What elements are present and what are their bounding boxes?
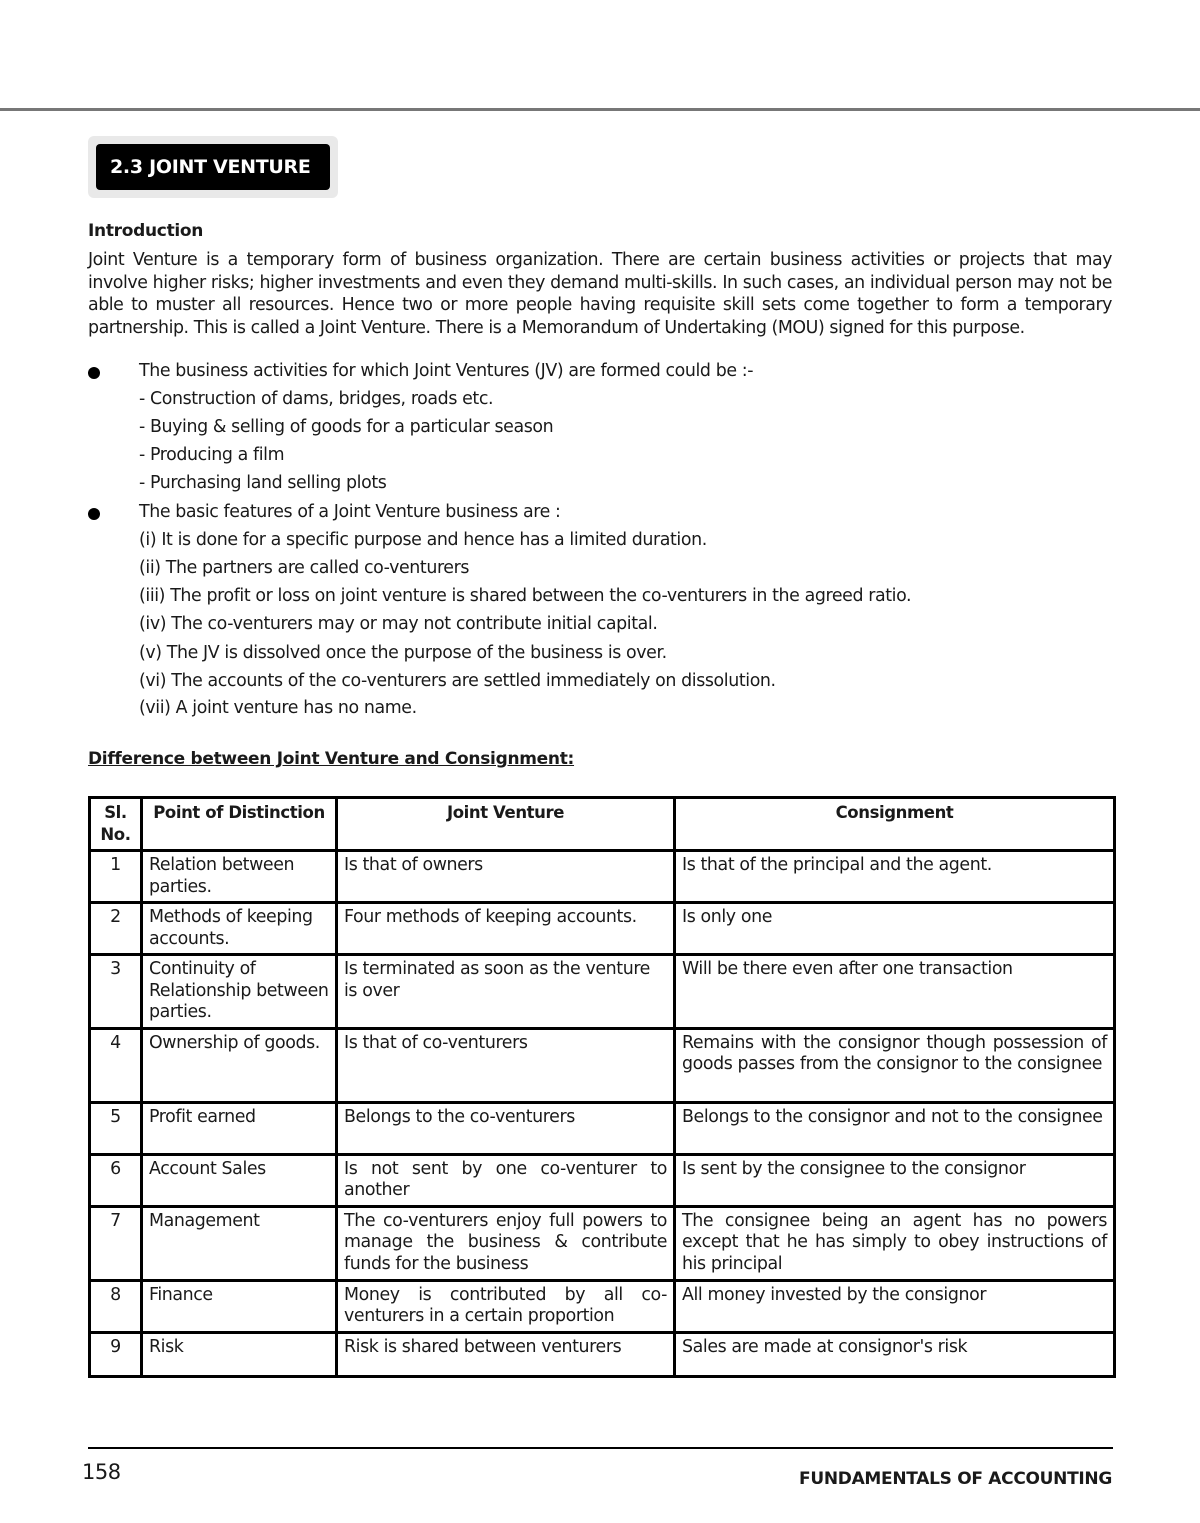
cell-joint-venture: Four methods of keeping accounts. — [337, 903, 675, 955]
table-row — [90, 1206, 1115, 1280]
cell-consignment: Will be there even after one transaction — [675, 955, 1115, 1029]
list-item: (iv) The co-venturers may or may not contribute initial capital. — [139, 614, 658, 634]
cell-sl: 3 — [90, 955, 142, 1029]
intro-heading: Introduction — [88, 221, 204, 241]
cell-consignment: All money invested by the consignor — [675, 1280, 1115, 1332]
cell-joint-venture: The co-venturers enjoy full powers to manage the business & contribute funds for the business — [337, 1206, 675, 1280]
cell-point: Profit earned — [142, 1102, 337, 1154]
bullet-text: The business activities for which Joint Ventures (JV) are formed could be :- — [139, 361, 754, 381]
cell-joint-venture: Is terminated as soon as the venture is over — [337, 955, 675, 1029]
cell-joint-venture: Money is contributed by all co-venturers in a certain proportion — [337, 1280, 675, 1332]
cell-sl: 5 — [90, 1102, 142, 1154]
bullet-text: The basic features of a Joint Venture business are : — [139, 502, 561, 522]
bullet-dot-icon — [88, 367, 100, 379]
list-item: (v) The JV is dissolved once the purpose of the business is over. — [139, 643, 667, 663]
cell-sl: 1 — [90, 851, 142, 903]
book-title: FUNDAMENTALS OF ACCOUNTING — [799, 1469, 1112, 1489]
table-row — [90, 1280, 1115, 1332]
list-item: - Construction of dams, bridges, roads etc. — [139, 389, 494, 409]
cell-joint-venture: Belongs to the co-venturers — [337, 1102, 675, 1154]
column-header-joint-venture: Joint Venture — [337, 798, 675, 851]
cell-sl: 9 — [90, 1332, 142, 1376]
cell-sl: 8 — [90, 1280, 142, 1332]
cell-consignment: Remains with the consignor though possession of goods passes from the consignor to the consignee — [675, 1028, 1115, 1102]
cell-joint-venture: Is not sent by one co-venturer to another — [337, 1154, 675, 1206]
top-rule — [0, 108, 1200, 111]
column-header-point: Point of Distinction — [142, 798, 337, 851]
cell-consignment: Is sent by the consignee to the consignor — [675, 1154, 1115, 1206]
cell-sl: 2 — [90, 903, 142, 955]
table-row — [90, 1028, 1115, 1102]
list-item: (i) It is done for a specific purpose and hence has a limited duration. — [139, 530, 707, 550]
list-item: (iii) The profit or loss on joint venture is shared between the co-venturers in the agreed ratio. — [139, 586, 912, 606]
cell-point: Relation between parties. — [142, 851, 337, 903]
cell-consignment: Is that of the principal and the agent. — [675, 851, 1115, 903]
cell-sl: 4 — [90, 1028, 142, 1102]
list-item: - Buying & selling of goods for a particular season — [139, 417, 554, 437]
section-heading-box — [88, 136, 338, 198]
difference-heading: Difference between Joint Venture and Consignment: — [88, 749, 575, 769]
section-title: 2.3 JOINT VENTURE — [96, 144, 330, 190]
cell-consignment: Belongs to the consignor and not to the consignee — [675, 1102, 1115, 1154]
table-row — [90, 1102, 1115, 1154]
cell-point: Risk — [142, 1332, 337, 1376]
table-row — [90, 851, 1115, 903]
cell-point: Finance — [142, 1280, 337, 1332]
cell-point: Continuity of Relationship between parties. — [142, 955, 337, 1029]
cell-point: Methods of keeping accounts. — [142, 903, 337, 955]
cell-consignment: The consignee being an agent has no powers except that he has simply to obey instructions of his principal — [675, 1206, 1115, 1280]
cell-point: Account Sales — [142, 1154, 337, 1206]
table-row — [90, 955, 1115, 1029]
cell-joint-venture: Is that of owners — [337, 851, 675, 903]
intro-paragraph: Joint Venture is a temporary form of business organization. There are certain business activities or projects that may involve higher risks; higher investments and even they demand multi-skills. In such cases, an individual person may not be able to muster all resources. Hence two or more people having requisite skill sets come together to form a temporary partnership. This is called a Joint Venture. There is a Memorandum of Undertaking (MOU) signed for this purpose. — [88, 250, 1112, 338]
table-row — [90, 1332, 1115, 1376]
table-header-row — [90, 798, 1115, 851]
cell-joint-venture: Is that of co-venturers — [337, 1028, 675, 1102]
list-item: (ii) The partners are called co-venturers — [139, 558, 470, 578]
column-header-consignment: Consignment — [675, 798, 1115, 851]
list-item: - Producing a film — [139, 445, 285, 465]
cell-joint-venture: Risk is shared between venturers — [337, 1332, 675, 1376]
cell-point: Management — [142, 1206, 337, 1280]
footer-rule — [88, 1447, 1113, 1449]
cell-consignment: Is only one — [675, 903, 1115, 955]
column-header-sl-no: Sl. No. — [90, 798, 142, 851]
page-number: 158 — [82, 1460, 121, 1484]
cell-sl: 7 — [90, 1206, 142, 1280]
difference-table — [88, 796, 1116, 1378]
cell-point: Ownership of goods. — [142, 1028, 337, 1102]
table-row — [90, 1154, 1115, 1206]
table-row — [90, 903, 1115, 955]
list-item: (vii) A joint venture has no name. — [139, 698, 417, 718]
cell-consignment: Sales are made at consignor's risk — [675, 1332, 1115, 1376]
list-item: (vi) The accounts of the co-venturers are settled immediately on dissolution. — [139, 671, 776, 691]
cell-sl: 6 — [90, 1154, 142, 1206]
bullet-dot-icon — [88, 508, 100, 520]
list-item: - Purchasing land selling plots — [139, 473, 387, 493]
